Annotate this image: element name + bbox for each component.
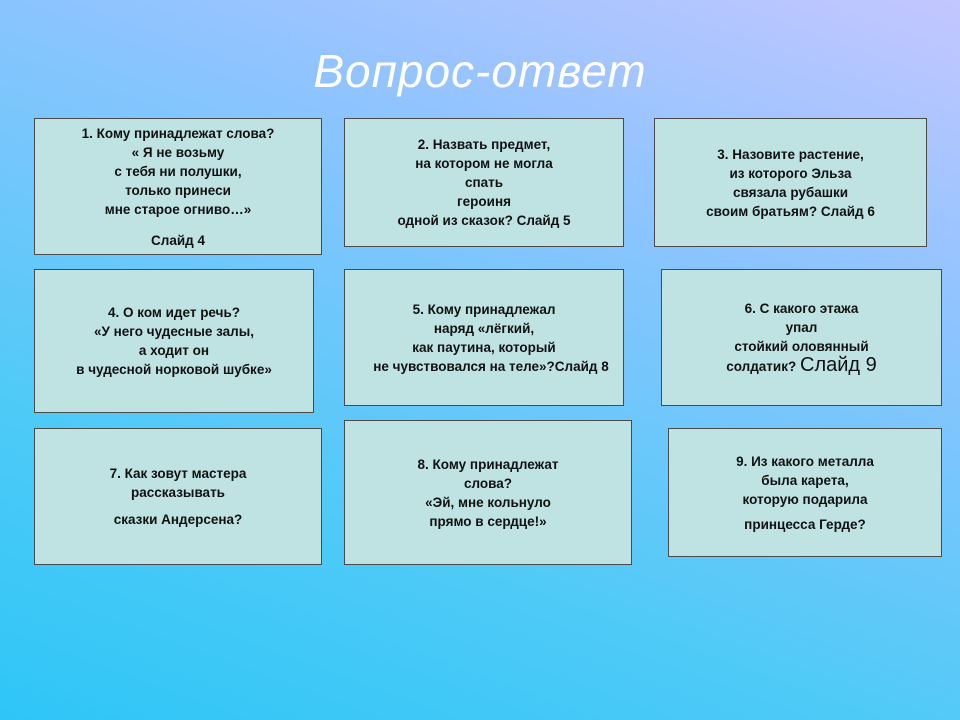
question-card-2[interactable]	[344, 118, 624, 247]
slide-title: Вопрос-ответ	[313, 45, 647, 97]
card-6-line-3: стойкий оловянный	[734, 339, 869, 354]
card-6-line-4-text: солдатик?	[726, 359, 797, 374]
question-card-6[interactable]	[661, 269, 942, 406]
question-card-7[interactable]	[34, 428, 322, 565]
card-2-line-4: героиня	[457, 194, 511, 209]
card-1-line-2: « Я не возьму	[131, 144, 225, 160]
card-5-line-2: наряд «лёгкий,	[433, 320, 535, 336]
card-9-line-1: 9. Из какого металла	[736, 453, 874, 469]
card-9-line-3: которую подарила	[742, 491, 868, 507]
question-card-1[interactable]	[34, 118, 322, 255]
card-2-line-2: на котором не могла	[415, 156, 553, 171]
card-2-line-1: 2. Назвать предмет,	[417, 137, 551, 152]
card-5-line-4: не чувствовался на теле»?Слайд 8	[373, 358, 609, 374]
card-5-line-1: 5. Кому принадлежал	[412, 301, 556, 317]
card-1-line-1: 1. Кому принадлежат слова?	[81, 125, 275, 141]
card-3-line-4: своим братьям? Слайд 6	[706, 203, 875, 219]
card-4-line-2: «У него чудесные залы,	[93, 324, 255, 339]
card-6-line-1: 6. С какого этажа	[744, 301, 859, 316]
card-2-line-5: одной из сказок? Слайд 5	[397, 213, 571, 228]
card-7-line-1: 7. Как зовут мастера	[109, 466, 247, 481]
card-1-line-5: мне старое огниво…»	[104, 201, 252, 217]
card-8-line-2: слова?	[463, 475, 513, 491]
card-6-slide-ref: Слайд 9	[800, 354, 877, 376]
question-card-4[interactable]	[34, 269, 314, 413]
question-card-3[interactable]	[654, 118, 927, 247]
card-5-line-3: как паутина, который	[412, 339, 556, 355]
card-6-line-4	[726, 356, 877, 376]
card-3-line-3: связала рубашки	[732, 184, 849, 200]
card-8-line-3: «Эй, мне кольнуло	[425, 494, 551, 510]
question-card-8[interactable]	[344, 420, 632, 565]
card-1-line-3: с тебя ни полушки,	[114, 163, 242, 179]
card-1-slide-ref: Слайд 4	[151, 232, 205, 248]
card-4-line-4: в чудесной норковой шубке»	[76, 362, 272, 377]
card-8-line-1: 8. Кому принадлежат	[417, 456, 559, 472]
card-9-line-4: принцесса Герде?	[744, 516, 866, 532]
card-1-line-4: только принеси	[125, 182, 231, 198]
card-4-line-3: а ходит он	[138, 343, 210, 358]
card-3-line-2: из которого Эльза	[729, 165, 852, 181]
card-6-line-2: упал	[785, 320, 818, 335]
card-4-line-1: 4. О ком идет речь?	[107, 305, 240, 320]
card-8-line-4: прямо в сердце!»	[429, 513, 547, 529]
question-card-5[interactable]	[344, 269, 624, 406]
card-3-line-1: 3. Назовите растение,	[717, 146, 864, 162]
question-card-9[interactable]	[668, 428, 942, 557]
card-7-line-2: рассказывать	[131, 485, 225, 500]
card-7-line-3: сказки Андерсена?	[113, 512, 243, 527]
card-2-line-3: спать	[464, 175, 504, 190]
card-9-line-2: была карета,	[761, 472, 849, 488]
